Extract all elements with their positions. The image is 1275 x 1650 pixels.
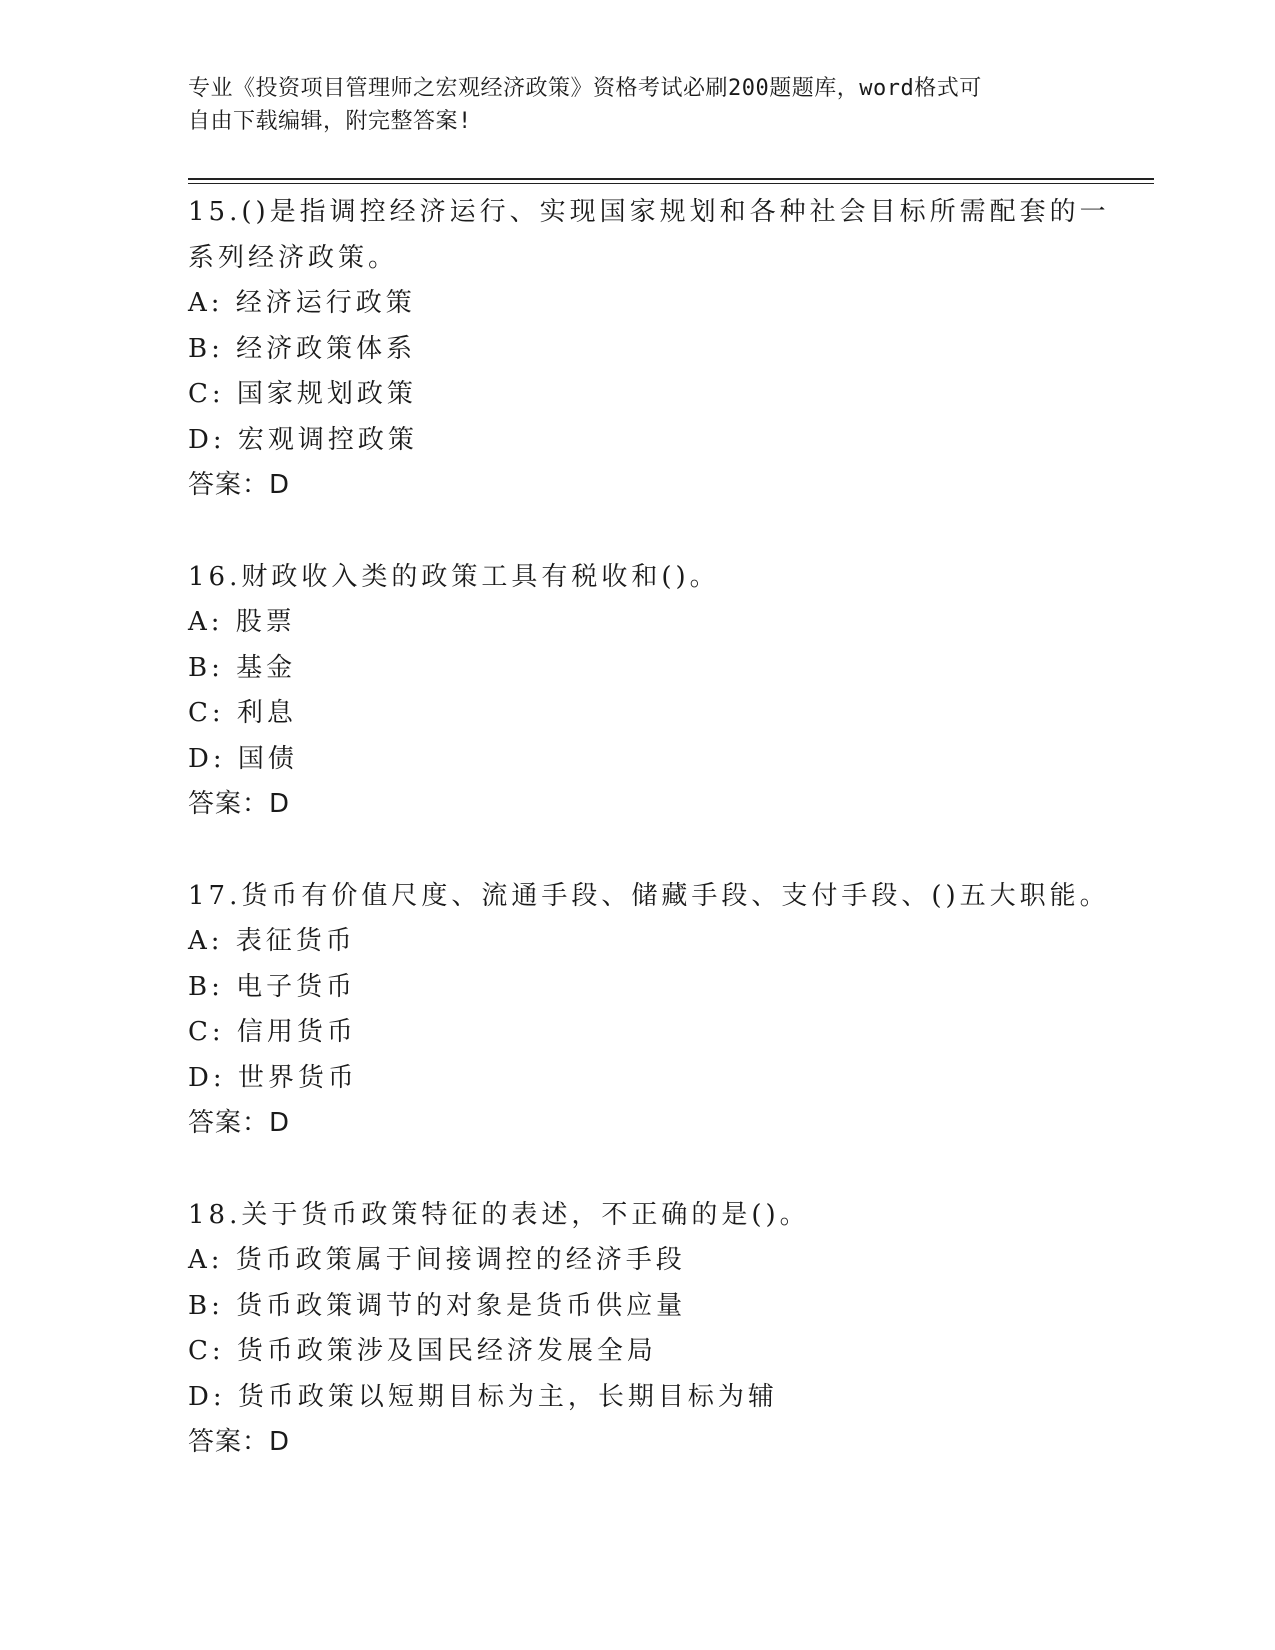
option-b: B: 基金 <box>188 652 297 683</box>
option-b: B: 电子货币 <box>188 971 357 1002</box>
question-17 <box>188 874 1128 1147</box>
option-a: A: 表征货币 <box>188 926 356 956</box>
option-c: C: 货币政策涉及国民经济发展全局 <box>188 1336 657 1366</box>
header-divider-thick <box>188 178 1154 180</box>
option-c: C: 国家规划政策 <box>188 379 417 409</box>
question-15 <box>188 190 1128 509</box>
question-stem: 18.关于货币政策特征的表述，不正确的是()。 <box>188 1199 810 1230</box>
question-stem: 17.货币有价值尺度、流通手段、储藏手段、支付手段、()五大职能。 <box>188 880 1110 911</box>
option-c: C: 利息 <box>188 698 297 728</box>
option-a: A: 股票 <box>188 607 296 637</box>
question-stem: 15.()是指调控经济运行、实现国家规划和各种社会目标所需配套的一 系列经济政策。 <box>188 197 1110 273</box>
option-a: A: 经济运行政策 <box>188 288 416 318</box>
header-divider-thin <box>188 183 1154 184</box>
option-b: B: 货币政策调节的对象是货币供应量 <box>188 1290 687 1321</box>
question-list <box>188 190 1128 1512</box>
option-d: D: 国债 <box>188 743 298 774</box>
option-d: D: 世界货币 <box>188 1062 358 1093</box>
option-d: D: 货币政策以短期目标为主，长期目标为辅 <box>188 1381 778 1412</box>
option-c: C: 信用货币 <box>188 1017 357 1047</box>
option-a: A: 货币政策属于间接调控的经济手段 <box>188 1245 686 1275</box>
question-16 <box>188 555 1128 828</box>
question-stem: 16.财政收入类的政策工具有税收和()。 <box>188 561 720 592</box>
option-b: B: 经济政策体系 <box>188 333 417 364</box>
answer-line: 答案：D <box>188 1108 291 1138</box>
answer-line: 答案：D <box>188 1427 291 1457</box>
question-18 <box>188 1193 1128 1466</box>
option-d: D: 宏观调控政策 <box>188 424 418 455</box>
document-header: 专业《投资项目管理师之宏观经济政策》资格考试必刷200题题库，word格式可 自由下载编辑，附完整答案! <box>188 76 982 134</box>
answer-line: 答案：D <box>188 470 291 500</box>
answer-line: 答案：D <box>188 789 291 819</box>
